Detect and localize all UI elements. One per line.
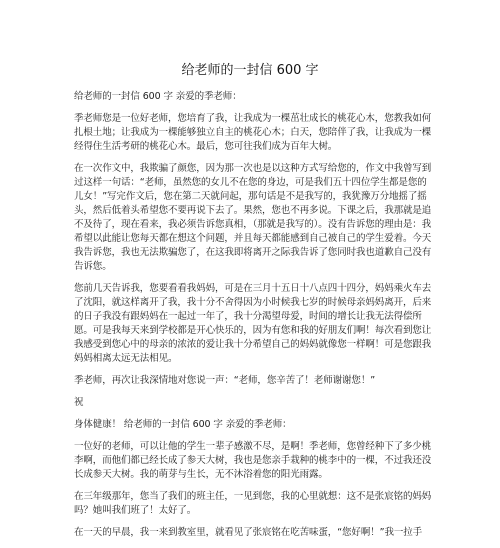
paragraph: 在一天的早晨，我一来到教室里，就看见了张宸铭在吃苦味蛋，“您好啊！”我一拉手 <box>74 527 423 538</box>
page-title: 给老师的一封信 600 字 <box>181 63 319 78</box>
paragraph: 在三年级那年，您当了我们的班主任，一见到您，我的心里就想：这不是张宸铭的妈妈吗？她叫我们班了！太好了。 <box>74 491 432 516</box>
paragraph: 一位好的老师，可以让他的学生一辈子感激不尽，是啊！季老师，您曾经种下了多少桃李啊，而他们都已经长成了参天大树，我也是您亲手栽种的桃李中的一棵，不过我还没长成参天大树。我的萌芽与生长，无不沐浴着您的阳光雨露。 <box>74 441 432 480</box>
paragraph: 您前几天告诉我，您要看看我妈妈，可是在三月十五日十八点四十四分，妈妈乘火车去了沈阳，就这样离开了我，我十分不舍得因为小时候我七岁的时候母亲妈妈离开，后来的日子我没有跟妈妈在一起过一年了，我十分渴望母爱，时间的增长让我无法得偿所愿。可是我每天来到学校都是开心快乐的，因为有您和我的好朋友们啊！每次看到您让我感受到您心中的母亲的浓浓的爱让我十分希望自己的妈妈就像您一样啊！可是您跟我妈妈相离太远无法相见。 <box>74 283 432 364</box>
paragraph: 身体健康！ 给老师的一封信 600 字 亲爱的季老师： <box>74 419 292 430</box>
paragraph: 祝 <box>74 397 84 408</box>
paragraph: 给老师的一封信 600 字 亲爱的季老师： <box>74 91 242 102</box>
article-body <box>74 90 434 548</box>
paragraph: 季老师，再次让我深情地对您说一声：“老师，您辛苦了！老师谢谢您！” <box>74 375 376 386</box>
paragraph: 在一次作文中，我欺骗了颜您，因为那一次也是以这种方式写给您的，作文中我曾写到过这样一句话：“老师，虽然您的女儿不在您的身边，可是我们五十四位学生都是您的儿女！”写完作文后，您在第二天就问起，那句话是不是我写的，我犹豫万分地摇了摇头，然后低着头希望您不要再说下去了。果然，您也不再多说。下课之后，我那就是追不及待了，现在看来，我必须告诉您真相，（那就是我写的）。没有告诉您的理由是：我希望以此能让您每天都在想这个问题，并且每天都能感到自己被自己的学生爱着。今天我告诉您，我也无法欺骗您了，在这我即将离开之际我告诉了您同时我也道歉自己没有告诉您。 <box>74 163 432 272</box>
paragraph: 季老师您是一位好老师，您培育了我，让我成为一棵茁壮成长的桃花心木，您教我如何扎根土地；让我成为一棵能够独立自主的桃花心木；白天，您陪伴了我，让我成为一棵经得住生活考研的桃花心木。最后，您可往我们成为百年大树。 <box>74 113 432 152</box>
